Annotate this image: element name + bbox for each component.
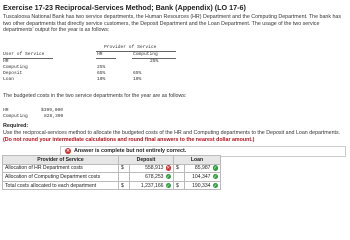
answer-header-row xyxy=(3,156,221,165)
table-row xyxy=(3,173,221,182)
answer-table xyxy=(2,155,221,190)
loan-total-cell[interactable] xyxy=(185,181,221,190)
currency-symbol: $ xyxy=(174,181,185,190)
exercise-title: Exercise 17-23 Reciprocal-Services Method; Bank (Appendix) (LO 17-6) xyxy=(3,3,246,12)
usage-row-computing: 10% xyxy=(133,77,142,82)
hr-rule xyxy=(96,58,116,59)
required-emphasis: (Do not round your intermediate calculations and round final answers to the nearest dollar amount.) xyxy=(3,136,255,143)
provider-header: Provider of Service xyxy=(104,45,157,50)
required-instruction: Use the reciprocal-services method to allocate the budgeted costs of the HR and Computing departments to the Deposit and Loan departments. xyxy=(3,130,341,136)
x-circle-icon: ✕ xyxy=(166,165,171,171)
usage-row-hr: 65% xyxy=(97,71,106,76)
usage-row-user: HR xyxy=(3,59,9,64)
loan-hr-cell[interactable] xyxy=(185,164,221,173)
usage-row-user: Loan xyxy=(3,77,15,82)
check-circle-icon: ✓ xyxy=(166,173,171,179)
col-computing-header: Computing xyxy=(133,52,158,57)
row-label: Allocation of HR Department costs xyxy=(3,164,119,173)
budget-cost: 828,300 xyxy=(44,114,64,119)
loan-hr-input[interactable]: 85,987 xyxy=(194,165,211,172)
user-rule xyxy=(3,58,53,59)
budget-dept: Computing xyxy=(3,114,28,119)
budget-dept: HR xyxy=(3,108,9,113)
check-circle-icon: ✓ xyxy=(213,173,218,179)
deposit-computing-input[interactable]: 678,253 xyxy=(145,174,164,181)
row-label: Allocation of Computing Department costs xyxy=(3,173,119,182)
exercise-intro: Tuscaloosa National Bank has two service departments, the Human Resources (HR) Department and the Computing Department. The bank has two other departments that directly service customers, the Deposit Department and the Loan Department. The usage of the two service departments' output for the year is as follows: xyxy=(3,14,341,34)
col-provider-header: Provider of Service xyxy=(3,156,119,165)
usage-row-hr: 25% xyxy=(97,65,106,70)
check-circle-icon: ✓ xyxy=(213,182,218,188)
usage-row-user: Computing xyxy=(3,65,28,70)
budget-intro: The budgeted costs in the two service departments for the year are as follows: xyxy=(3,93,187,99)
check-circle-icon: ✓ xyxy=(213,165,218,171)
table-row xyxy=(3,164,221,173)
usage-row-computing: 25% xyxy=(150,59,159,64)
deposit-computing-cell[interactable] xyxy=(130,173,174,182)
deposit-hr-input[interactable]: 558,913 xyxy=(145,165,164,172)
currency-symbol xyxy=(174,173,185,182)
currency-symbol xyxy=(119,173,130,182)
x-circle-icon: ✕ xyxy=(66,147,70,153)
col-hr-header: HR xyxy=(97,52,103,57)
usage-row-computing: 65% xyxy=(133,71,142,76)
user-header: User of Service xyxy=(3,52,45,57)
required-text xyxy=(3,130,347,143)
usage-row-hr: 10% xyxy=(97,77,106,82)
usage-row-user: Deposit xyxy=(3,71,23,76)
col-deposit-header: Deposit xyxy=(119,156,174,165)
currency-symbol: $ xyxy=(174,164,185,173)
status-text: Answer is complete but not entirely correct. xyxy=(74,148,187,154)
deposit-hr-cell[interactable] xyxy=(130,164,174,173)
loan-computing-input[interactable]: 104,347 xyxy=(192,174,211,181)
required-heading: Required: xyxy=(3,123,29,129)
deposit-total-input[interactable]: 1,237,166 xyxy=(140,182,164,189)
col-loan-header: Loan xyxy=(174,156,221,165)
budget-cost: $399,000 xyxy=(41,108,64,113)
loan-total-input[interactable]: 190,334 xyxy=(192,182,211,189)
check-circle-icon: ✓ xyxy=(166,182,171,188)
currency-symbol: $ xyxy=(119,181,130,190)
currency-symbol: $ xyxy=(119,164,130,173)
deposit-total-cell[interactable] xyxy=(130,181,174,190)
table-row xyxy=(3,181,221,190)
loan-computing-cell[interactable] xyxy=(185,173,221,182)
row-label: Total costs allocated to each department xyxy=(3,181,119,190)
